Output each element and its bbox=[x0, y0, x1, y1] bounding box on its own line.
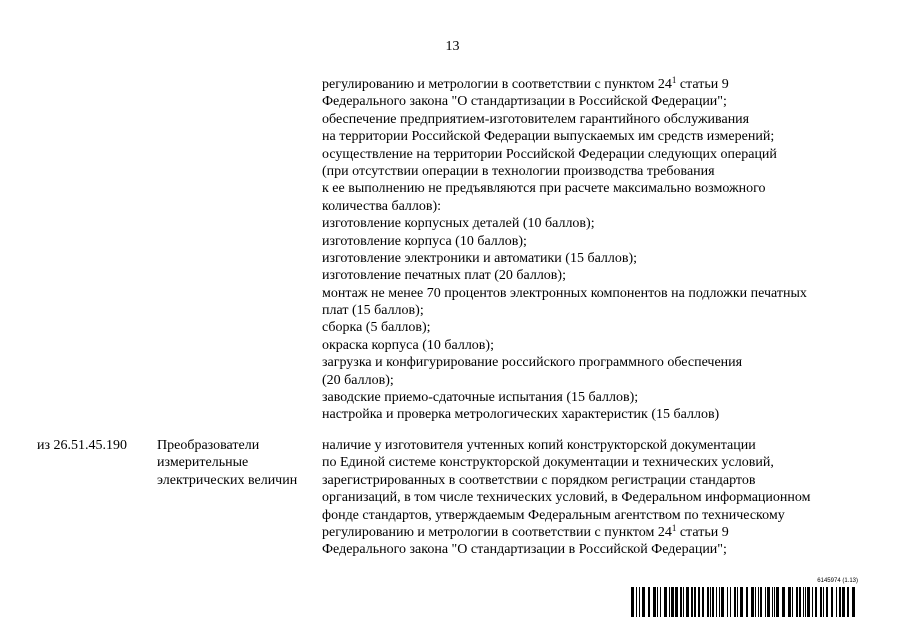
okpd-code: из 26.51.45.190 bbox=[37, 438, 128, 453]
superscript: 1 bbox=[671, 75, 677, 85]
barcode-bar bbox=[664, 587, 667, 617]
barcode-bar bbox=[765, 587, 766, 617]
text-line: зарегистрированных в соответствии с порядком регистрации стандартов bbox=[322, 472, 756, 488]
barcode-bar bbox=[831, 587, 833, 617]
barcode-bar bbox=[847, 587, 849, 617]
product-requirements bbox=[322, 437, 882, 559]
barcode-bar bbox=[803, 587, 804, 617]
product-name-line: электрических величин bbox=[157, 472, 298, 488]
barcode-bar bbox=[669, 587, 670, 617]
barcode-bar bbox=[653, 587, 656, 617]
barcode-bar bbox=[788, 587, 791, 617]
text-line: регулированию и метрологии в соответствии с пунктом $24^1$ статьи 9 bbox=[322, 75, 729, 92]
barcode bbox=[630, 578, 858, 618]
barcode-bar bbox=[839, 587, 841, 617]
barcode-bar bbox=[683, 587, 684, 617]
text-line: настройка и проверка метрологических характеристик (15 баллов) bbox=[322, 407, 720, 423]
barcode-bar bbox=[691, 587, 693, 617]
barcode-bar bbox=[776, 587, 779, 617]
requirements-continued bbox=[322, 76, 882, 424]
text-line: Федерального закона "О стандартизации в Российской Федерации"; bbox=[322, 542, 727, 558]
barcode-bar bbox=[799, 587, 801, 617]
text-line: изготовление корпуса (10 баллов); bbox=[322, 233, 527, 249]
barcode-bar bbox=[636, 587, 637, 617]
barcode-bar bbox=[734, 587, 736, 617]
barcode-id: 6145974 (1.13) bbox=[817, 578, 858, 584]
text-line: обеспечение предприятием-изготовителем гарантийного обслуживания bbox=[322, 111, 750, 127]
barcode-bar bbox=[772, 587, 773, 617]
text-line: изготовление корпусных деталей (10 баллов); bbox=[322, 216, 595, 232]
barcode-bar bbox=[760, 587, 762, 617]
barcode-bar bbox=[680, 587, 682, 617]
barcode-bar bbox=[660, 587, 661, 617]
barcode-bar bbox=[707, 587, 709, 617]
barcode-bar bbox=[657, 587, 658, 617]
barcode-bar bbox=[746, 587, 748, 617]
barcode-bar bbox=[751, 587, 754, 617]
barcode-bar bbox=[767, 587, 770, 617]
barcode-bar bbox=[671, 587, 674, 617]
text-line: регулированию и метрологии в соответствии с пунктом $24^1$ статьи 9 bbox=[322, 522, 729, 540]
barcode-bar bbox=[774, 587, 775, 617]
text-line: по Единой системе конструкторской документации и технических условий, bbox=[322, 455, 774, 471]
barcode-bar bbox=[815, 587, 817, 617]
barcode-bar bbox=[716, 587, 717, 617]
barcode-bar bbox=[782, 587, 785, 617]
text-line: на территории Российской Федерации выпускаемых им средств измерений; bbox=[322, 129, 775, 145]
text-line: организаций, в том числе технических условий, в Федеральном информационном bbox=[322, 490, 811, 506]
text-line: (20 баллов); bbox=[322, 372, 394, 388]
text-line: к ее выполнению не предъявляются при расчете максимально возможного bbox=[322, 181, 766, 197]
text-line: окраска корпуса (10 баллов); bbox=[322, 337, 494, 353]
barcode-bar bbox=[719, 587, 720, 617]
text-line: загрузка и конфигурирование российского программного обеспечения bbox=[322, 355, 743, 371]
text-line: плат (15 баллов); bbox=[322, 303, 424, 319]
barcode-bar bbox=[648, 587, 650, 617]
text-line: (при отсутствии операции в технологии производства требования bbox=[322, 163, 715, 179]
barcode-bar bbox=[698, 587, 700, 617]
text-line: количества баллов): bbox=[322, 198, 442, 214]
barcode-bar bbox=[727, 587, 728, 617]
text-line: осуществление на территории Российской Федерации следующих операций bbox=[322, 146, 777, 162]
text-line: фонде стандартов, утверждаемым Федеральным агентством по техническому bbox=[322, 507, 785, 523]
barcode-bar bbox=[796, 587, 798, 617]
text-line: монтаж не менее 70 процентов электронных компонентов на подложки печатных bbox=[322, 285, 807, 301]
barcode-bar bbox=[702, 587, 704, 617]
barcode-bar bbox=[823, 587, 824, 617]
text-line: изготовление печатных плат (20 баллов); bbox=[322, 268, 566, 284]
text-line: Федерального закона "О стандартизации в Российской Федерации"; bbox=[322, 94, 727, 110]
barcode-bar bbox=[710, 587, 711, 617]
text-line: заводские приемо-сдаточные испытания (15 баллов); bbox=[322, 390, 639, 406]
barcode-bar bbox=[631, 587, 634, 617]
barcode-bar bbox=[758, 587, 759, 617]
barcode-bar bbox=[675, 587, 678, 617]
barcode-bar bbox=[755, 587, 756, 617]
text-line: сборка (5 баллов); bbox=[322, 320, 431, 336]
barcode-bar bbox=[721, 587, 724, 617]
barcode-bar bbox=[820, 587, 822, 617]
page-number: 13 bbox=[445, 39, 460, 54]
barcode-bar bbox=[826, 587, 828, 617]
product-name-line: измерительные bbox=[157, 455, 249, 471]
barcode-bar bbox=[694, 587, 696, 617]
barcode-bar bbox=[792, 587, 793, 617]
barcode-bars-icon bbox=[630, 587, 858, 617]
barcode-bar bbox=[712, 587, 714, 617]
barcode-bar bbox=[836, 587, 837, 617]
superscript: 1 bbox=[671, 522, 677, 533]
barcode-bar bbox=[730, 587, 731, 617]
barcode-bar bbox=[740, 587, 743, 617]
barcode-bar bbox=[737, 587, 738, 617]
text-line: изготовление электроники и автоматики (15 баллов); bbox=[322, 250, 638, 266]
barcode-bar bbox=[812, 587, 813, 617]
product-name bbox=[157, 437, 297, 489]
barcode-bar bbox=[852, 587, 855, 617]
barcode-bar bbox=[805, 587, 806, 617]
barcode-bar bbox=[842, 587, 845, 617]
barcode-bar bbox=[639, 587, 640, 617]
text-line: наличие у изготовителя учтенных копий конструкторской документации bbox=[322, 438, 756, 453]
barcode-bar bbox=[807, 587, 810, 617]
barcode-bar bbox=[642, 587, 645, 617]
barcode-bar bbox=[686, 587, 689, 617]
product-name-line: Преобразователи bbox=[157, 438, 260, 453]
